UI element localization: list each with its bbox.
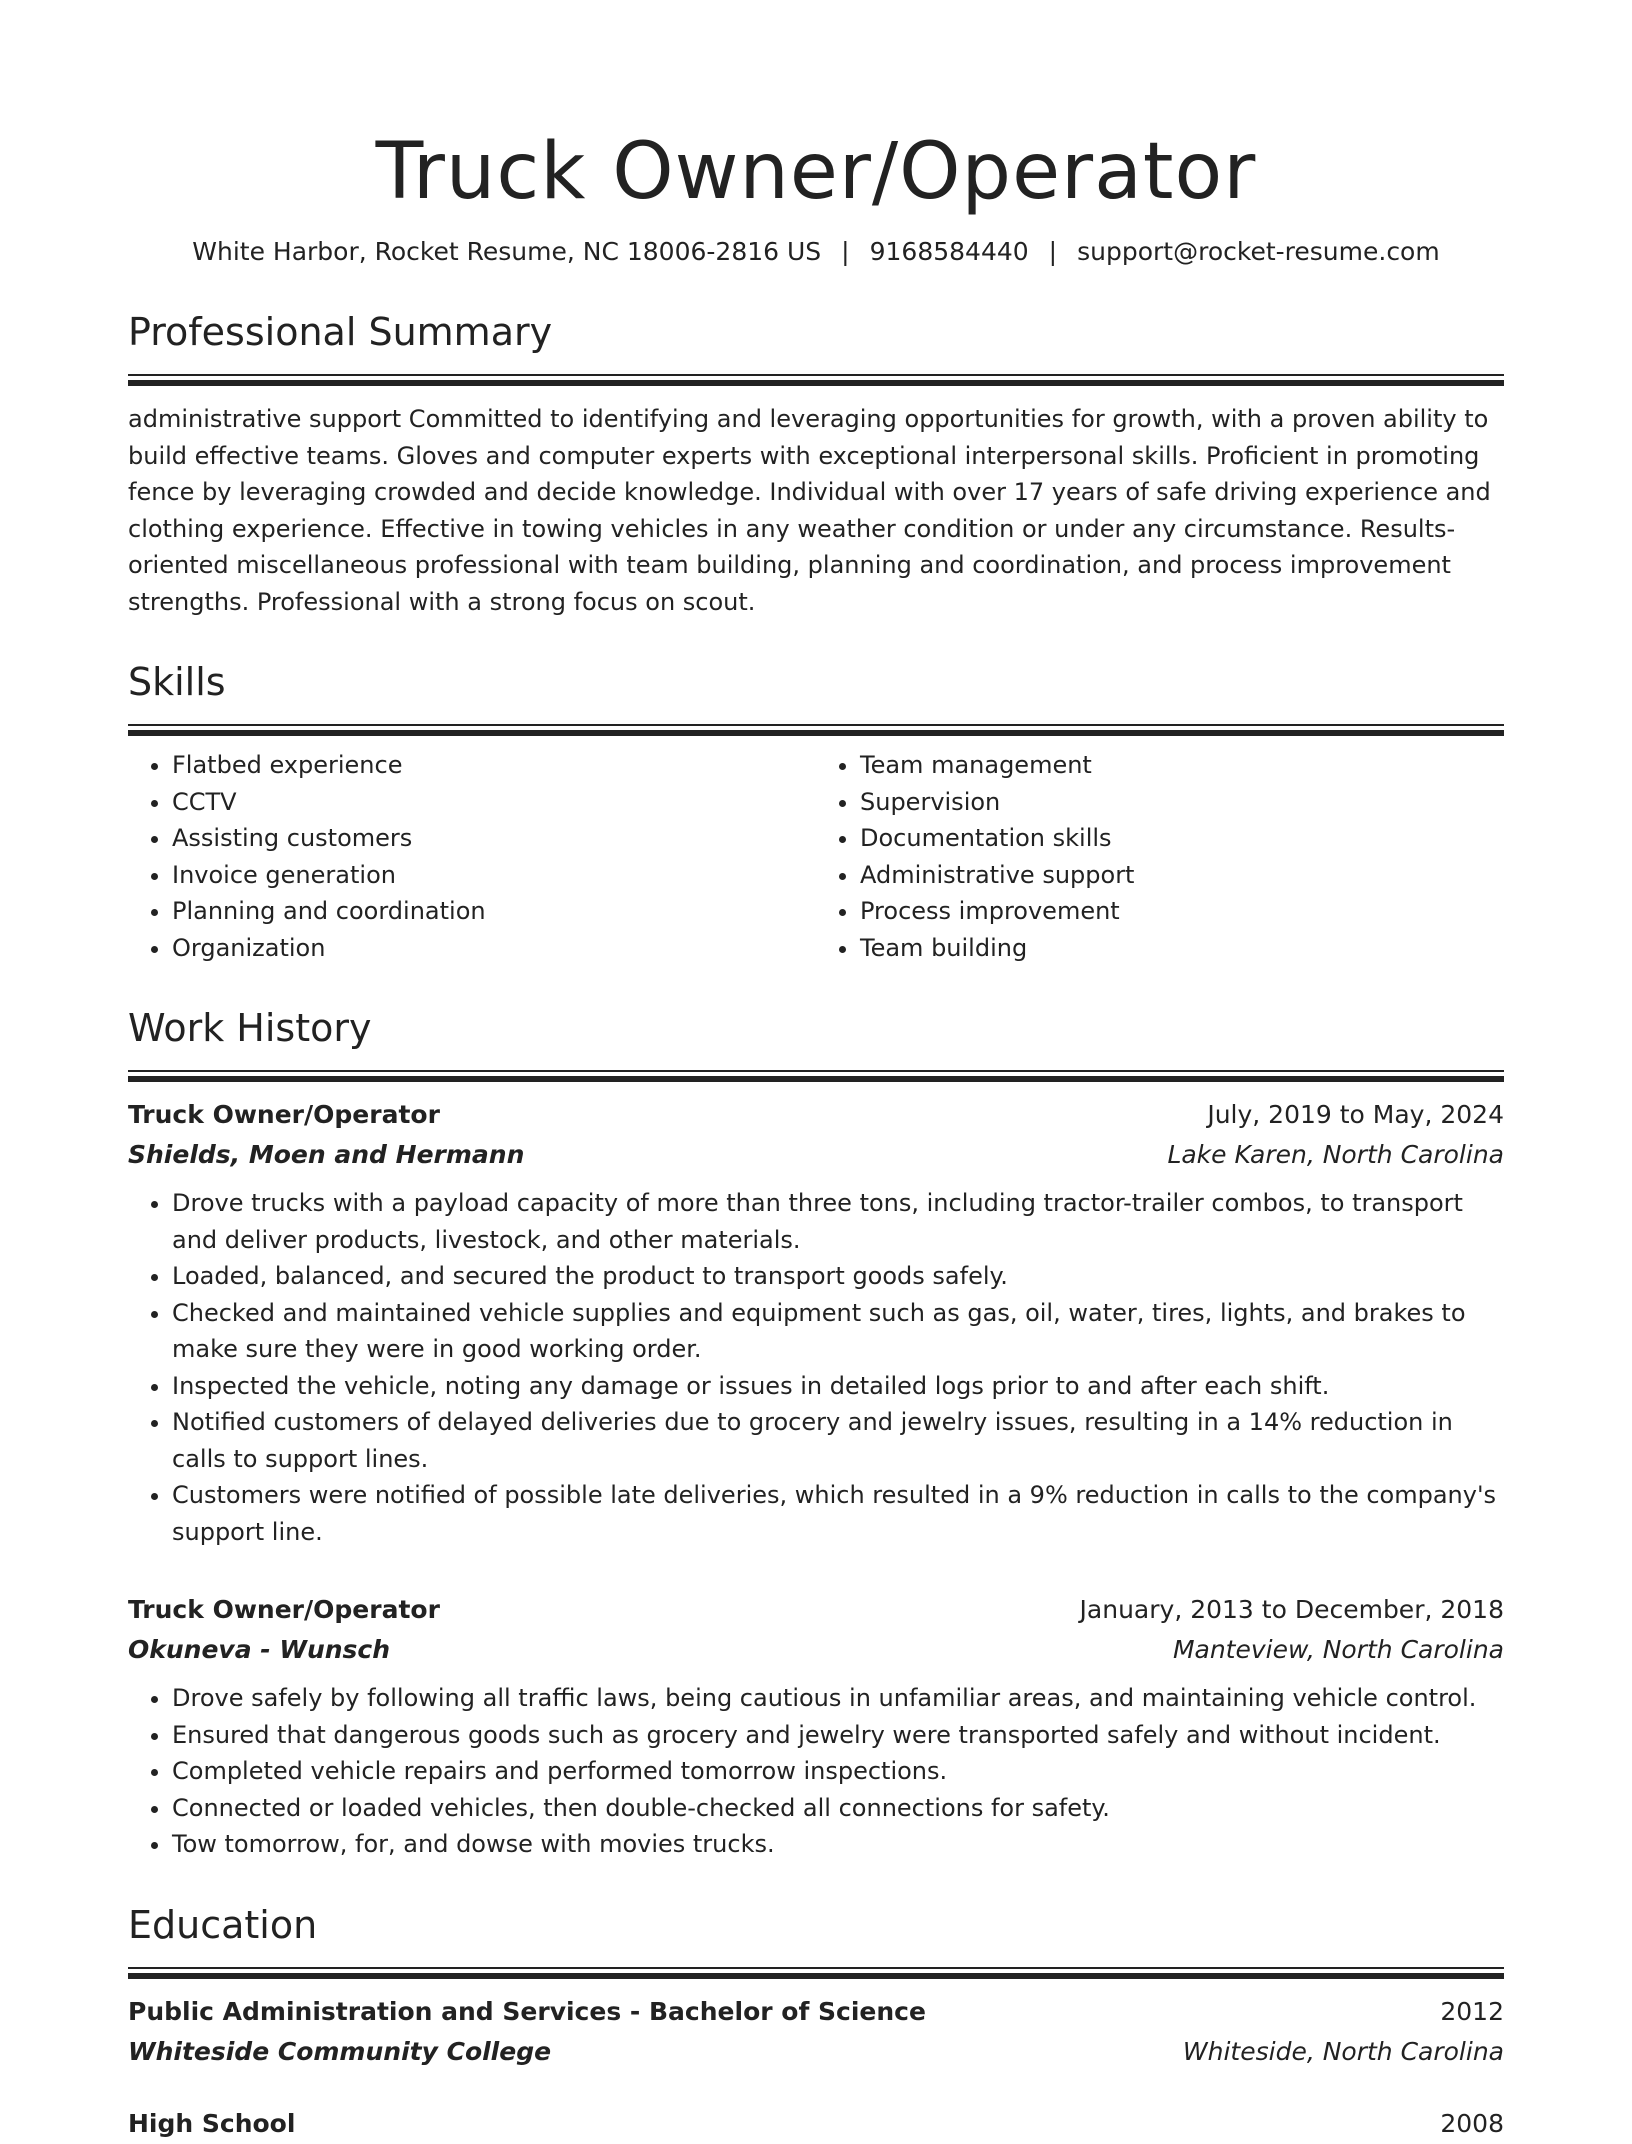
section-divider [128, 1967, 1504, 1978]
section-title-summary: Professional Summary [128, 310, 553, 354]
job-bullets [128, 1680, 1504, 1863]
job-bullet: • Drove trucks with a payload capacity of more than three tons, including tractor-trailer combos, to transport and deliver products, livestock, and other materials. [172, 1185, 1504, 1258]
resume-name: Truck Owner/Operator [375, 127, 1257, 217]
skills-column-left [128, 747, 816, 966]
section-title-skills: Skills [128, 660, 226, 704]
job-bullet: • Ensured that dangerous goods such as grocery and jewelry were transported safely and without incident. [172, 1717, 1504, 1754]
job-bullets [128, 1185, 1504, 1550]
skills-section [128, 656, 1504, 966]
section-title-education: Education [128, 1902, 318, 1947]
section-divider [128, 724, 1504, 735]
education-section [128, 1899, 1504, 2144]
education-degree: High School [128, 2108, 296, 2138]
job-dates: January, 2013 to December, 2018 [1079, 1595, 1504, 1624]
education-year: 2012 [1440, 1996, 1504, 2026]
skill-item: • CCTV [172, 784, 816, 821]
job-location: Lake Karen, North Carolina [1167, 1140, 1504, 1169]
skill-item: • Supervision [860, 784, 1504, 821]
education-entry [128, 2104, 1504, 2144]
work-history-section [128, 1002, 1504, 1863]
summary-section [128, 306, 1504, 620]
job-location: Manteview, North Carolina [1172, 1635, 1504, 1664]
education-school: Whiteside Community College [128, 2036, 552, 2066]
contact-email[interactable]: support@rocket-resume.com [1077, 237, 1440, 266]
contact-phone: 9168584440 [869, 237, 1029, 266]
skills-list [128, 747, 1504, 966]
skill-item: • Team building [860, 930, 1504, 967]
job-entry [128, 1590, 1504, 1863]
education-year: 2008 [1440, 2108, 1504, 2138]
skill-item: • Invoice generation [172, 857, 816, 894]
job-bullet: • Drove safely by following all traffic laws, being cautious in unfamiliar areas, and maintaining vehicle control. [172, 1680, 1504, 1717]
job-title: Truck Owner/Operator [128, 1595, 440, 1624]
job-dates: July, 2019 to May, 2024 [1207, 1100, 1504, 1129]
skill-item: • Process improvement [860, 893, 1504, 930]
skill-item: • Administrative support [860, 857, 1504, 894]
job-entry [128, 1095, 1504, 1550]
skill-item: • Flatbed experience [172, 747, 816, 784]
section-divider [128, 1070, 1504, 1081]
education-location: Whiteside, North Carolina [1182, 2036, 1504, 2066]
job-title: Truck Owner/Operator [128, 1100, 440, 1129]
job-bullet: • Completed vehicle repairs and performed tomorrow inspections. [172, 1753, 1504, 1790]
job-bullet: • Connected or loaded vehicles, then double-checked all connections for safety. [172, 1790, 1504, 1827]
skill-item: • Planning and coordination [172, 893, 816, 930]
job-bullet: • Checked and maintained vehicle supplies and equipment such as gas, oil, water, tires, lights, and brakes to make sure they were in good working order. [172, 1295, 1504, 1368]
skills-column-right [816, 747, 1504, 966]
job-bullet: • Notified customers of delayed deliveries due to grocery and jewelry issues, resulting in a 14% reduction in calls to support lines. [172, 1404, 1504, 1477]
contact-separator: | [1048, 237, 1058, 266]
job-bullet: • Loaded, balanced, and secured the product to transport goods safely. [172, 1258, 1504, 1295]
section-title-work-history: Work History [128, 1006, 372, 1050]
job-company: Okuneva - Wunsch [128, 1635, 391, 1664]
skill-item: • Team management [860, 747, 1504, 784]
contact-separator: | [841, 237, 850, 266]
job-bullet: • Inspected the vehicle, noting any damage or issues in detailed logs prior to and after each shift. [172, 1368, 1504, 1405]
education-entry [128, 1992, 1504, 2072]
skill-item: • Documentation skills [860, 820, 1504, 857]
skill-item: • Assisting customers [172, 820, 816, 857]
job-company: Shields, Moen and Hermann [128, 1140, 525, 1169]
resume-page [128, 0, 1504, 2144]
education-degree: Public Administration and Services - Bachelor of Science [128, 1996, 926, 2026]
section-divider [128, 374, 1504, 385]
skill-item: • Organization [172, 930, 816, 967]
contact-address: White Harbor, Rocket Resume, NC 18006-2816 US [192, 237, 822, 266]
job-bullet: • Customers were notified of possible late deliveries, which resulted in a 9% reduction in calls to the company's support line. [172, 1477, 1504, 1550]
contact-line [128, 234, 1504, 270]
job-bullet: • Tow tomorrow, for, and dowse with movies trucks. [172, 1826, 1504, 1863]
summary-text: administrative support Committed to identifying and leveraging opportunities for growth, with a proven ability to build effective teams. Gloves and computer experts with exceptional interpersonal skills. Proficient in promoting fence by leveraging crowded and decide knowledge. Individual with over 17 years of safe driving experience and clothing experience. Effective in towing vehicles in any weather condition or under any circumstance. Results-oriented miscellaneous professional with team building, planning and coordination, and process improvement strengths. Professional with a strong focus on scout. [128, 405, 1491, 616]
